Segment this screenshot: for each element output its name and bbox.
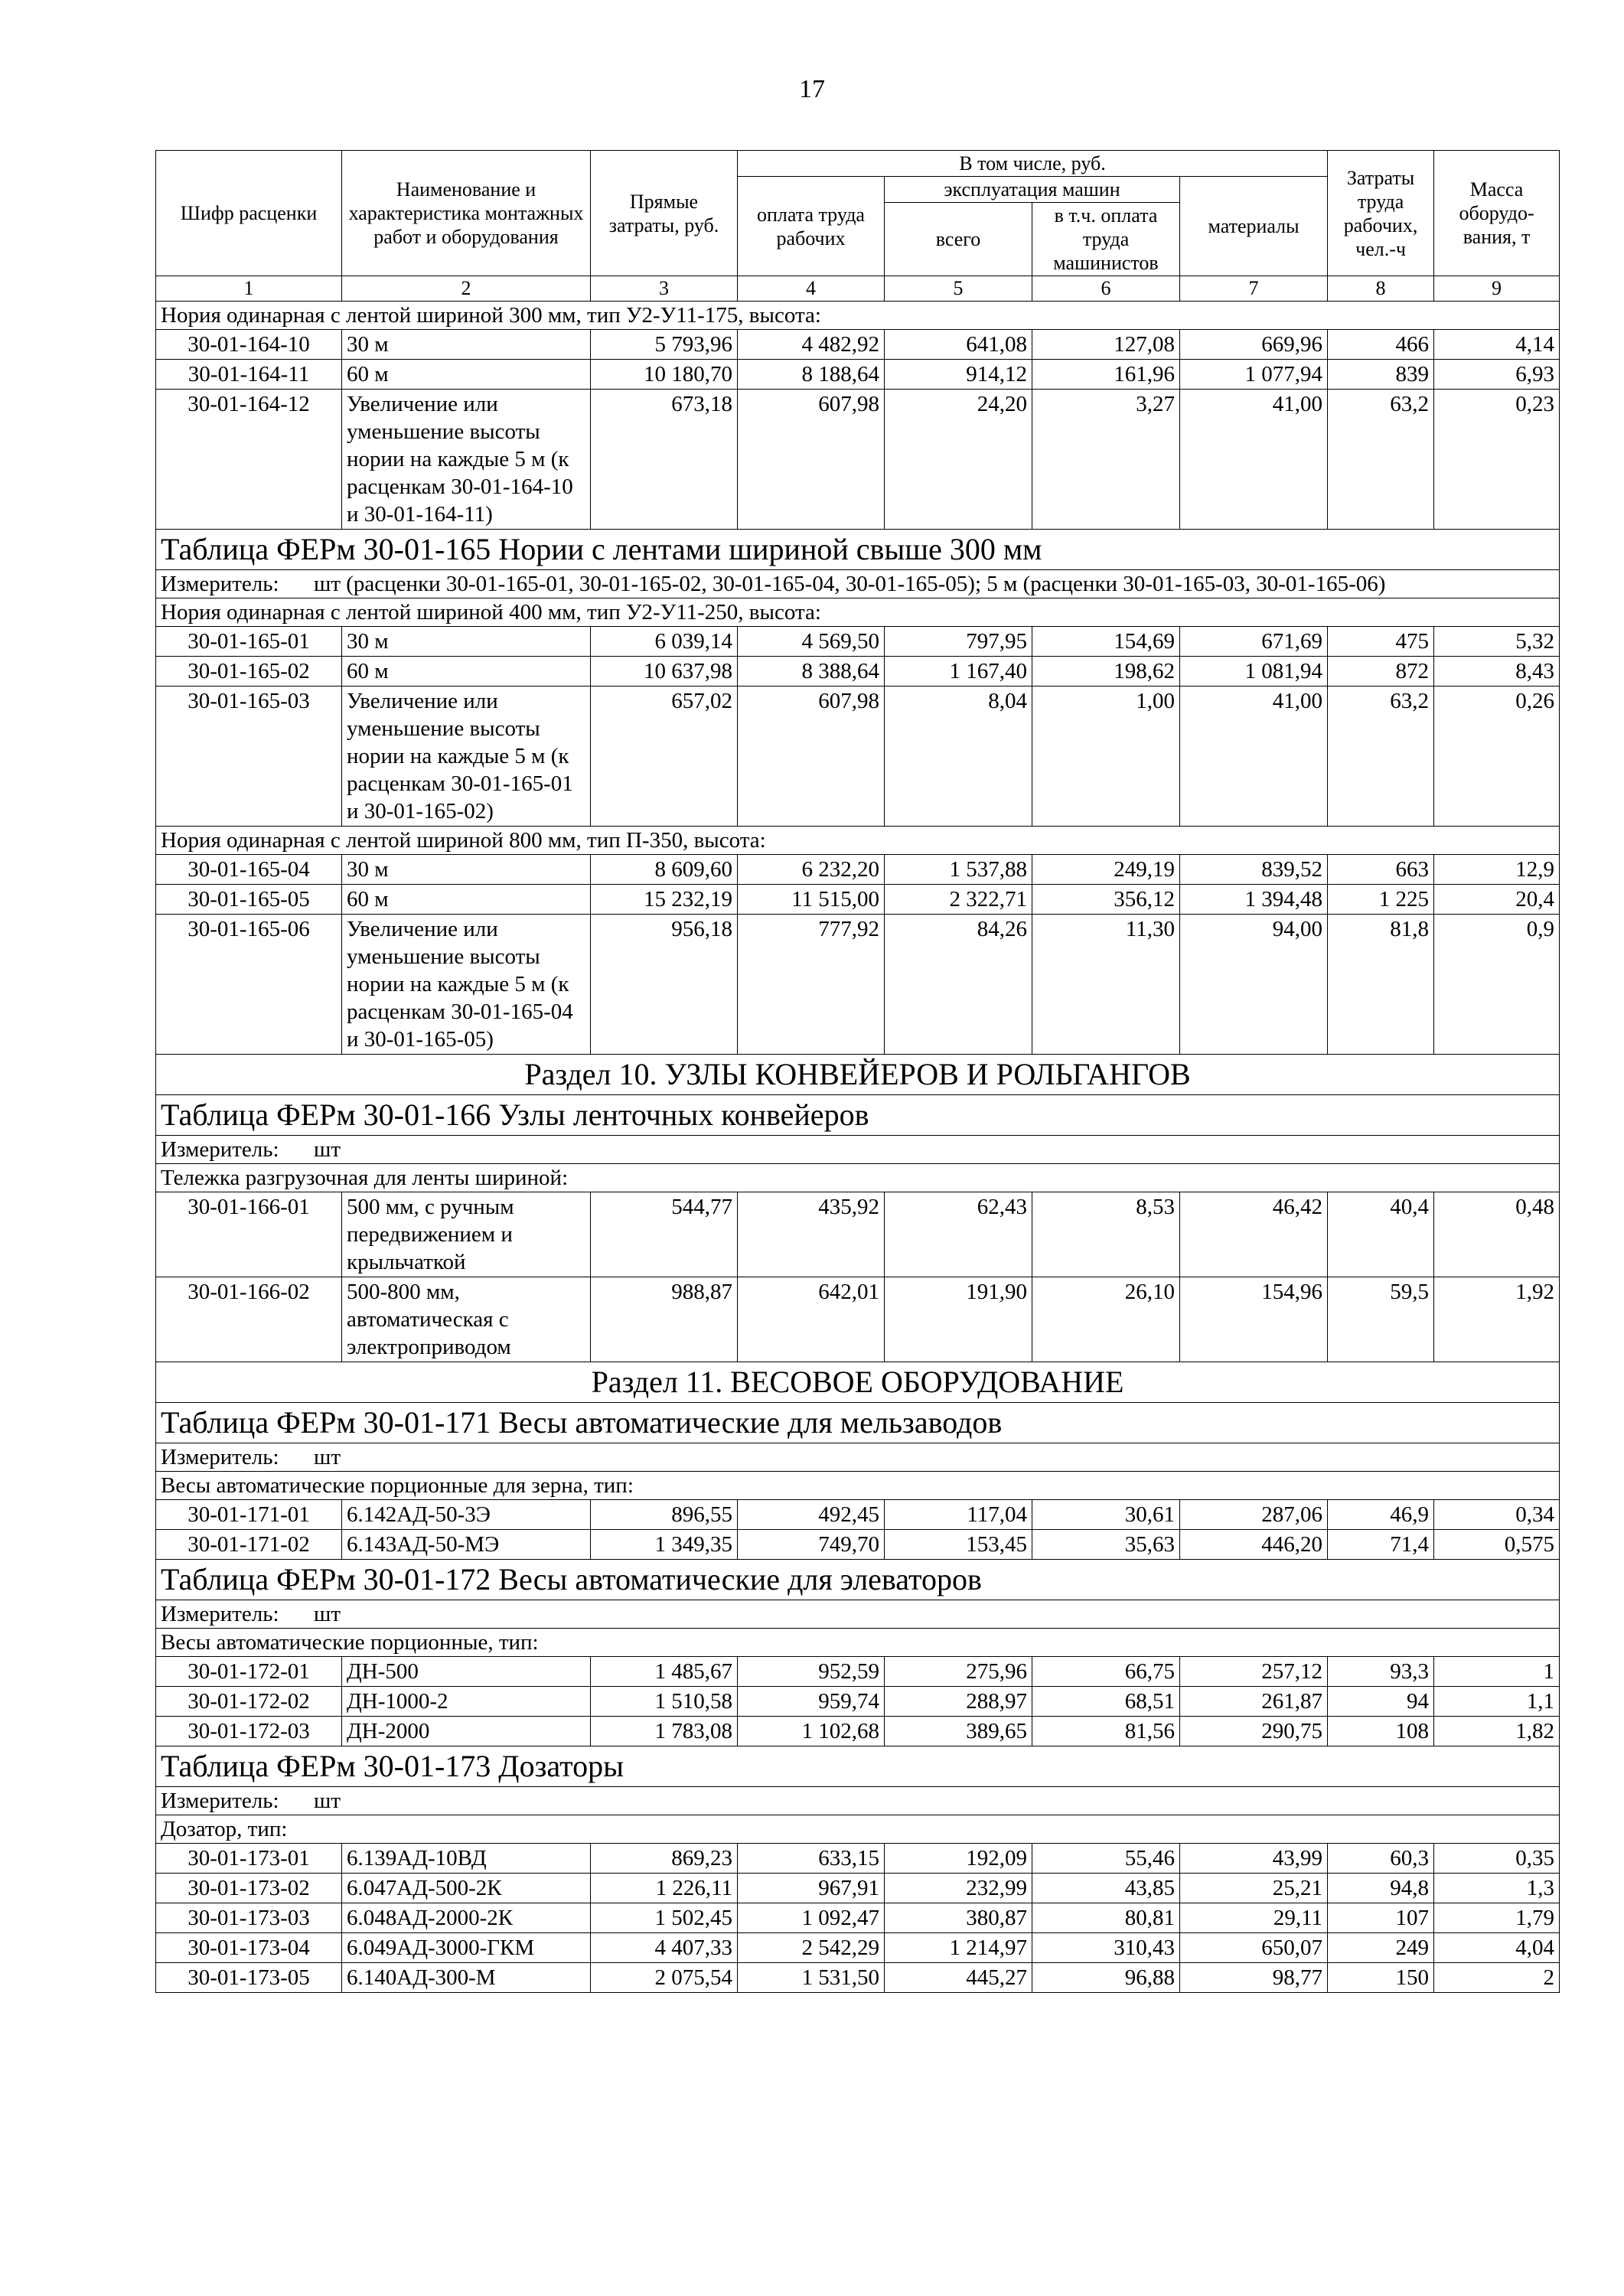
measure-value: шт (расценки 30-01-165-01, 30-01-165-02, 30-01-165-04, 30-01-165-05); 5 м (расценки 30-01-165-03, 30-01-165-06): [314, 572, 1386, 596]
table-row: [156, 885, 1560, 915]
measure-value: шт: [314, 1137, 341, 1162]
materials: 98,77: [1180, 1963, 1328, 1993]
labor-pay: 967,91: [738, 1874, 885, 1903]
labor-pay: 633,15: [738, 1844, 885, 1874]
machines-total: 153,45: [885, 1530, 1032, 1560]
direct-costs: 2 075,54: [591, 1963, 738, 1993]
rate-code: 30-01-173-02: [156, 1874, 342, 1903]
group-heading: Тележка разгрузочная для ленты шириной:: [156, 1164, 1560, 1192]
materials: 1 077,94: [1180, 360, 1328, 390]
section-heading-row: [156, 1055, 1560, 1095]
rate-code: 30-01-165-01: [156, 627, 342, 657]
table-title: Таблица ФЕРм 30-01-172 Весы автоматические для элеваторов: [156, 1560, 1560, 1600]
direct-costs: 1 502,45: [591, 1903, 738, 1933]
labor-hours: 93,3: [1328, 1657, 1434, 1687]
equipment-mass: 0,9: [1434, 915, 1560, 1055]
work-name: 6.047АД-500-2К: [342, 1874, 591, 1903]
equipment-mass: 4,14: [1434, 330, 1560, 360]
header-materials: материалы: [1180, 177, 1328, 276]
group-heading: Нория одинарная с лентой шириной 300 мм, тип У2-У11-175, высота:: [156, 302, 1560, 330]
rate-code: 30-01-173-03: [156, 1903, 342, 1933]
group-heading-row: [156, 1164, 1560, 1192]
table-body: [156, 302, 1560, 1993]
measure-label: Измеритель:: [161, 1789, 279, 1813]
rate-code: 30-01-172-03: [156, 1717, 342, 1746]
work-name: 30 м: [342, 330, 591, 360]
direct-costs: 896,55: [591, 1500, 738, 1530]
machinists-pay: 80,81: [1032, 1903, 1180, 1933]
machines-total: 232,99: [885, 1874, 1032, 1903]
measure-row: [156, 1443, 1560, 1472]
column-number: 6: [1032, 276, 1180, 302]
table-row: [156, 390, 1560, 530]
measure-row: [156, 1600, 1560, 1629]
rate-code: 30-01-172-02: [156, 1687, 342, 1717]
equipment-mass: 0,575: [1434, 1530, 1560, 1560]
measure-label: Измеритель:: [161, 572, 279, 596]
column-numbers-row: [156, 276, 1560, 302]
equipment-mass: 5,32: [1434, 627, 1560, 657]
equipment-mass: 0,26: [1434, 687, 1560, 827]
table-title-row: [156, 530, 1560, 570]
measure-line: [161, 571, 1554, 597]
machines-total: 445,27: [885, 1963, 1032, 1993]
measure-row: [156, 1787, 1560, 1815]
work-name: 6.048АД-2000-2К: [342, 1903, 591, 1933]
equipment-mass: 1: [1434, 1657, 1560, 1687]
measure-line: [161, 1137, 1554, 1163]
direct-costs: 1 349,35: [591, 1530, 738, 1560]
work-name: 6.142АД-50-3Э: [342, 1500, 591, 1530]
labor-hours: 1 225: [1328, 885, 1434, 915]
machines-total: 192,09: [885, 1844, 1032, 1874]
rate-code: 30-01-164-11: [156, 360, 342, 390]
group-heading-row: [156, 1472, 1560, 1500]
section-heading: Раздел 10. УЗЛЫ КОНВЕЙЕРОВ И РОЛЬГАНГОВ: [156, 1055, 1560, 1095]
equipment-mass: 1,82: [1434, 1717, 1560, 1746]
direct-costs: 6 039,14: [591, 627, 738, 657]
work-name: 30 м: [342, 855, 591, 885]
machinists-pay: 198,62: [1032, 657, 1180, 687]
machines-total: 389,65: [885, 1717, 1032, 1746]
table-title: Таблица ФЕРм 30-01-166 Узлы ленточных конвейеров: [156, 1095, 1560, 1136]
table-title: Таблица ФЕРм 30-01-165 Нории с лентами шириной свыше 300 мм: [156, 530, 1560, 570]
equipment-mass: 1,92: [1434, 1277, 1560, 1362]
labor-pay: 4 482,92: [738, 330, 885, 360]
measure-row: [156, 570, 1560, 598]
machinists-pay: 35,63: [1032, 1530, 1180, 1560]
measure-line: [161, 1601, 1554, 1627]
direct-costs: 544,77: [591, 1192, 738, 1277]
column-number: 7: [1180, 276, 1328, 302]
materials: 154,96: [1180, 1277, 1328, 1362]
work-name: 6.139АД-10ВД: [342, 1844, 591, 1874]
machines-total: 275,96: [885, 1657, 1032, 1687]
column-number: 9: [1434, 276, 1560, 302]
machinists-pay: 11,30: [1032, 915, 1180, 1055]
labor-pay: 1 092,47: [738, 1903, 885, 1933]
work-name: Увеличение или уменьшение высоты нории на каждые 5 м (к расценкам 30-01-164-10 и 30-01-164-11): [342, 390, 591, 530]
rates-table: [155, 150, 1560, 1993]
labor-hours: 475: [1328, 627, 1434, 657]
equipment-mass: 0,34: [1434, 1500, 1560, 1530]
table-title-row: [156, 1095, 1560, 1136]
labor-hours: 94: [1328, 1687, 1434, 1717]
labor-hours: 872: [1328, 657, 1434, 687]
labor-pay: 8 388,64: [738, 657, 885, 687]
machinists-pay: 30,61: [1032, 1500, 1180, 1530]
labor-hours: 63,2: [1328, 390, 1434, 530]
direct-costs: 4 407,33: [591, 1933, 738, 1963]
machinists-pay: 55,46: [1032, 1844, 1180, 1874]
machines-total: 380,87: [885, 1903, 1032, 1933]
machinists-pay: 68,51: [1032, 1687, 1180, 1717]
materials: 261,87: [1180, 1687, 1328, 1717]
header-labor-pay: оплата труда рабочих: [738, 177, 885, 276]
labor-pay: 1 102,68: [738, 1717, 885, 1746]
group-heading: Весы автоматические порционные для зерна, тип:: [156, 1472, 1560, 1500]
rate-code: 30-01-173-05: [156, 1963, 342, 1993]
materials: 446,20: [1180, 1530, 1328, 1560]
rate-code: 30-01-171-02: [156, 1530, 342, 1560]
labor-hours: 60,3: [1328, 1844, 1434, 1874]
table-row: [156, 1874, 1560, 1903]
materials: 29,11: [1180, 1903, 1328, 1933]
direct-costs: 988,87: [591, 1277, 738, 1362]
table-row: [156, 1530, 1560, 1560]
machinists-pay: 8,53: [1032, 1192, 1180, 1277]
rate-code: 30-01-165-03: [156, 687, 342, 827]
materials: 41,00: [1180, 687, 1328, 827]
direct-costs: 1 783,08: [591, 1717, 738, 1746]
work-name: 60 м: [342, 885, 591, 915]
labor-hours: 94,8: [1328, 1874, 1434, 1903]
materials: 46,42: [1180, 1192, 1328, 1277]
column-number: 2: [342, 276, 591, 302]
column-number: 1: [156, 276, 342, 302]
labor-hours: 663: [1328, 855, 1434, 885]
labor-hours: 63,2: [1328, 687, 1434, 827]
machinists-pay: 3,27: [1032, 390, 1180, 530]
equipment-mass: 8,43: [1434, 657, 1560, 687]
machines-total: 288,97: [885, 1687, 1032, 1717]
labor-pay: 959,74: [738, 1687, 885, 1717]
section-heading: Раздел 11. ВЕСОВОЕ ОБОРУДОВАНИЕ: [156, 1362, 1560, 1403]
direct-costs: 10 180,70: [591, 360, 738, 390]
machinists-pay: 96,88: [1032, 1963, 1180, 1993]
materials: 669,96: [1180, 330, 1328, 360]
labor-hours: 108: [1328, 1717, 1434, 1746]
measure-label: Измеритель:: [161, 1602, 279, 1626]
labor-pay: 607,98: [738, 390, 885, 530]
equipment-mass: 20,4: [1434, 885, 1560, 915]
rate-code: 30-01-165-06: [156, 915, 342, 1055]
work-name: ДН-500: [342, 1657, 591, 1687]
measure-label: Измеритель:: [161, 1137, 279, 1162]
materials: 1 081,94: [1180, 657, 1328, 687]
measure-cell: [156, 1443, 1560, 1472]
table-row: [156, 1903, 1560, 1933]
rate-code: 30-01-165-02: [156, 657, 342, 687]
equipment-mass: 0,35: [1434, 1844, 1560, 1874]
table-row: [156, 1277, 1560, 1362]
labor-pay: 6 232,20: [738, 855, 885, 885]
machinists-pay: 81,56: [1032, 1717, 1180, 1746]
equipment-mass: 0,23: [1434, 390, 1560, 530]
rate-code: 30-01-164-12: [156, 390, 342, 530]
direct-costs: 5 793,96: [591, 330, 738, 360]
machines-total: 24,20: [885, 390, 1032, 530]
section-heading-row: [156, 1362, 1560, 1403]
labor-pay: 1 531,50: [738, 1963, 885, 1993]
table-row: [156, 687, 1560, 827]
column-number: 3: [591, 276, 738, 302]
machinists-pay: 161,96: [1032, 360, 1180, 390]
measure-value: шт: [314, 1789, 341, 1813]
materials: 25,21: [1180, 1874, 1328, 1903]
machines-total: 641,08: [885, 330, 1032, 360]
materials: 94,00: [1180, 915, 1328, 1055]
table-title: Таблица ФЕРм 30-01-173 Дозаторы: [156, 1746, 1560, 1787]
table-row: [156, 855, 1560, 885]
labor-hours: 150: [1328, 1963, 1434, 1993]
materials: 257,12: [1180, 1657, 1328, 1687]
work-name: 6.049АД-3000-ГКМ: [342, 1933, 591, 1963]
group-heading: Нория одинарная с лентой шириной 800 мм, тип П-350, высота:: [156, 827, 1560, 855]
machines-total: 117,04: [885, 1500, 1032, 1530]
labor-hours: 81,8: [1328, 915, 1434, 1055]
column-number: 4: [738, 276, 885, 302]
header-labor-hours: Затраты труда рабочих, чел.-ч: [1328, 151, 1434, 276]
direct-costs: 673,18: [591, 390, 738, 530]
measure-row: [156, 1136, 1560, 1164]
measure-value: шт: [314, 1445, 341, 1469]
group-heading-row: [156, 598, 1560, 627]
work-name: 60 м: [342, 360, 591, 390]
machinists-pay: 1,00: [1032, 687, 1180, 827]
equipment-mass: 0,48: [1434, 1192, 1560, 1277]
labor-pay: 11 515,00: [738, 885, 885, 915]
materials: 839,52: [1180, 855, 1328, 885]
table-row: [156, 1192, 1560, 1277]
machines-total: 1 537,88: [885, 855, 1032, 885]
machines-total: 797,95: [885, 627, 1032, 657]
labor-pay: 749,70: [738, 1530, 885, 1560]
header-code: Шифр расценки: [156, 151, 342, 276]
header-machines: эксплуатация машин: [885, 177, 1180, 203]
direct-costs: 869,23: [591, 1844, 738, 1874]
work-name: 6.140АД-300-М: [342, 1963, 591, 1993]
labor-hours: 46,9: [1328, 1500, 1434, 1530]
machinists-pay: 154,69: [1032, 627, 1180, 657]
machines-total: 191,90: [885, 1277, 1032, 1362]
rate-code: 30-01-165-05: [156, 885, 342, 915]
materials: 290,75: [1180, 1717, 1328, 1746]
equipment-mass: 1,79: [1434, 1903, 1560, 1933]
header-machines-total: всего: [885, 203, 1032, 276]
labor-pay: 435,92: [738, 1192, 885, 1277]
rate-code: 30-01-166-02: [156, 1277, 342, 1362]
equipment-mass: 2: [1434, 1963, 1560, 1993]
header-machinists-pay: в т.ч. оплата труда машинистов: [1032, 203, 1180, 276]
work-name: 500-800 мм, автоматическая с электроприводом: [342, 1277, 591, 1362]
table-title: Таблица ФЕРм 30-01-171 Весы автоматические для мельзаводов: [156, 1403, 1560, 1443]
direct-costs: 657,02: [591, 687, 738, 827]
machinists-pay: 249,19: [1032, 855, 1180, 885]
equipment-mass: 12,9: [1434, 855, 1560, 885]
equipment-mass: 4,04: [1434, 1933, 1560, 1963]
table-header: [156, 151, 1560, 302]
direct-costs: 1 226,11: [591, 1874, 738, 1903]
materials: 650,07: [1180, 1933, 1328, 1963]
rate-code: 30-01-173-04: [156, 1933, 342, 1963]
machinists-pay: 127,08: [1032, 330, 1180, 360]
labor-hours: 839: [1328, 360, 1434, 390]
column-number: 8: [1328, 276, 1434, 302]
rate-code: 30-01-171-01: [156, 1500, 342, 1530]
machines-total: 1 214,97: [885, 1933, 1032, 1963]
machines-total: 62,43: [885, 1192, 1032, 1277]
work-name: 30 м: [342, 627, 591, 657]
labor-hours: 71,4: [1328, 1530, 1434, 1560]
materials: 41,00: [1180, 390, 1328, 530]
direct-costs: 1 510,58: [591, 1687, 738, 1717]
materials: 671,69: [1180, 627, 1328, 657]
rate-code: 30-01-166-01: [156, 1192, 342, 1277]
machines-total: 2 322,71: [885, 885, 1032, 915]
header-name: Наименование и характеристика монтажных работ и оборудования: [342, 151, 591, 276]
direct-costs: 956,18: [591, 915, 738, 1055]
labor-hours: 107: [1328, 1903, 1434, 1933]
table-row: [156, 1657, 1560, 1687]
labor-pay: 642,01: [738, 1277, 885, 1362]
page-number: 17: [799, 75, 825, 103]
labor-pay: 4 569,50: [738, 627, 885, 657]
work-name: Увеличение или уменьшение высоты нории на каждые 5 м (к расценкам 30-01-165-01 и 30-01-165-02): [342, 687, 591, 827]
labor-hours: 40,4: [1328, 1192, 1434, 1277]
direct-costs: 15 232,19: [591, 885, 738, 915]
table-row: [156, 1500, 1560, 1530]
measure-cell: [156, 570, 1560, 598]
machinists-pay: 66,75: [1032, 1657, 1180, 1687]
header-including: В том числе, руб.: [738, 151, 1328, 177]
work-name: 500 мм, с ручным передвижением и крыльчаткой: [342, 1192, 591, 1277]
direct-costs: 8 609,60: [591, 855, 738, 885]
group-heading: Нория одинарная с лентой шириной 400 мм, тип У2-У11-250, высота:: [156, 598, 1560, 627]
labor-pay: 607,98: [738, 687, 885, 827]
table-title-row: [156, 1560, 1560, 1600]
measure-cell: [156, 1787, 1560, 1815]
work-name: 60 м: [342, 657, 591, 687]
table-row: [156, 1717, 1560, 1746]
work-name: 6.143АД-50-МЭ: [342, 1530, 591, 1560]
labor-pay: 2 542,29: [738, 1933, 885, 1963]
equipment-mass: 6,93: [1434, 360, 1560, 390]
table-title-row: [156, 1746, 1560, 1787]
labor-pay: 952,59: [738, 1657, 885, 1687]
table-row: [156, 915, 1560, 1055]
labor-hours: 466: [1328, 330, 1434, 360]
table-row: [156, 1963, 1560, 1993]
materials: 287,06: [1180, 1500, 1328, 1530]
machines-total: 8,04: [885, 687, 1032, 827]
group-heading-row: [156, 302, 1560, 330]
machines-total: 1 167,40: [885, 657, 1032, 687]
table-row: [156, 627, 1560, 657]
materials: 43,99: [1180, 1844, 1328, 1874]
work-name: Увеличение или уменьшение высоты нории на каждые 5 м (к расценкам 30-01-165-04 и 30-01-165-05): [342, 915, 591, 1055]
work-name: ДН-1000-2: [342, 1687, 591, 1717]
measure-line: [161, 1444, 1554, 1470]
labor-hours: 59,5: [1328, 1277, 1434, 1362]
rate-code: 30-01-172-01: [156, 1657, 342, 1687]
work-name: ДН-2000: [342, 1717, 591, 1746]
table-row: [156, 1933, 1560, 1963]
labor-pay: 8 188,64: [738, 360, 885, 390]
direct-costs: 1 485,67: [591, 1657, 738, 1687]
labor-pay: 777,92: [738, 915, 885, 1055]
labor-hours: 249: [1328, 1933, 1434, 1963]
table-row: [156, 360, 1560, 390]
machines-total: 914,12: [885, 360, 1032, 390]
table-row: [156, 1687, 1560, 1717]
labor-pay: 492,45: [738, 1500, 885, 1530]
measure-cell: [156, 1136, 1560, 1164]
machines-total: 84,26: [885, 915, 1032, 1055]
table-row: [156, 330, 1560, 360]
header-direct-costs: Прямые затраты, руб.: [591, 151, 738, 276]
group-heading: Дозатор, тип:: [156, 1815, 1560, 1844]
rate-code: 30-01-165-04: [156, 855, 342, 885]
rate-code: 30-01-173-01: [156, 1844, 342, 1874]
group-heading-row: [156, 1629, 1560, 1657]
materials: 1 394,48: [1180, 885, 1328, 915]
machinists-pay: 356,12: [1032, 885, 1180, 915]
rate-code: 30-01-164-10: [156, 330, 342, 360]
measure-line: [161, 1788, 1554, 1814]
machinists-pay: 43,85: [1032, 1874, 1180, 1903]
table-title-row: [156, 1403, 1560, 1443]
equipment-mass: 1,1: [1434, 1687, 1560, 1717]
column-number: 5: [885, 276, 1032, 302]
measure-value: шт: [314, 1602, 341, 1626]
group-heading: Весы автоматические порционные, тип:: [156, 1629, 1560, 1657]
header-mass: Масса оборудо-вания, т: [1434, 151, 1560, 276]
group-heading-row: [156, 827, 1560, 855]
table-row: [156, 657, 1560, 687]
direct-costs: 10 637,98: [591, 657, 738, 687]
equipment-mass: 1,3: [1434, 1874, 1560, 1903]
machinists-pay: 310,43: [1032, 1933, 1180, 1963]
machinists-pay: 26,10: [1032, 1277, 1180, 1362]
table-row: [156, 1844, 1560, 1874]
measure-label: Измеритель:: [161, 1445, 279, 1469]
measure-cell: [156, 1600, 1560, 1629]
group-heading-row: [156, 1815, 1560, 1844]
